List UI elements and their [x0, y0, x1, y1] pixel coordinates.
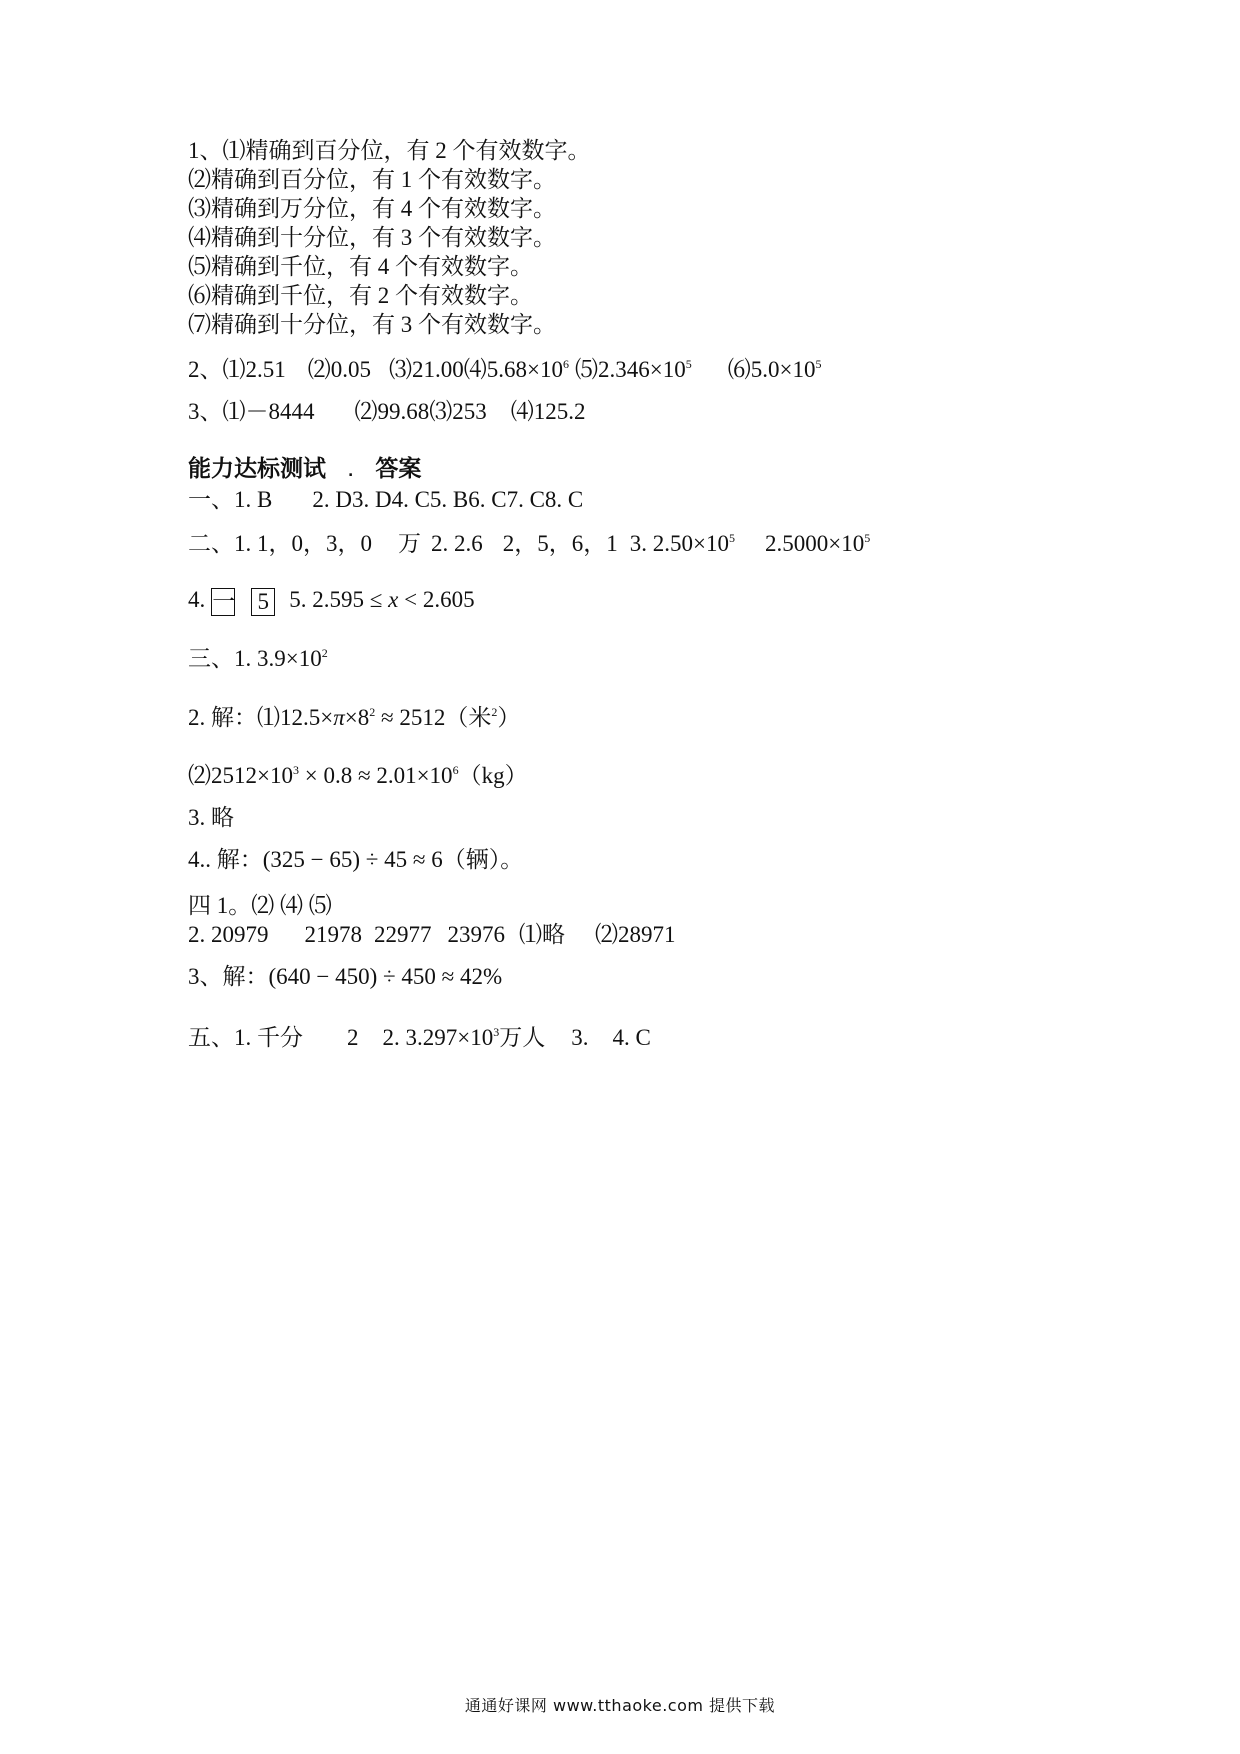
q2-part2: ⑵0.05 — [307, 357, 371, 382]
part-five-e: 4. C — [612, 1025, 651, 1050]
heading-answer: 答案 — [375, 456, 422, 482]
solution-2-1-exponent: 2 — [369, 705, 376, 719]
part-three — [188, 645, 328, 673]
q4-variable-x: x — [388, 587, 399, 612]
part-two-c: 2. 2.6 — [431, 531, 483, 556]
part-four-n5: ⑴略 — [519, 922, 565, 947]
part-three-item1: 三、1. 3.9×10 — [188, 646, 322, 671]
part-five-c-tail: 万人 — [499, 1025, 546, 1050]
answer-line-4: ⑷精确到十分位，有 3 个有效数字。 — [188, 225, 556, 250]
solution-2-1-unit-exponent: 2 — [491, 705, 498, 719]
q2-part5-exponent: 5 — [685, 357, 692, 371]
item-3: 3. 略 — [188, 805, 234, 830]
solution-2-2-b: × 0.8 ≈ 2.01×10 — [298, 763, 453, 788]
part-four-n4: 23976 — [447, 922, 505, 947]
part-one-item1: 一、1. B — [188, 487, 273, 512]
solution-2-1 — [188, 704, 520, 732]
part-two — [188, 530, 870, 558]
solution-2-2-exponent-2: 6 — [452, 763, 459, 777]
q3-part3: ⑶253 — [429, 399, 487, 424]
part-two-e-exponent: 5 — [728, 531, 735, 545]
q2-part3: ⑶21.00 — [389, 357, 464, 382]
part-five-d: 3. — [571, 1025, 589, 1050]
part-two-a: 二、1. 1，0，3，0 — [188, 531, 372, 556]
part-five-a: 五、1. 千分 — [188, 1025, 303, 1050]
solution-2-1-a: 2. 解：⑴12.5× — [188, 705, 334, 730]
answer-line-2: ⑵精确到百分位，有 1 个有效数字。 — [188, 167, 556, 192]
q2-part5: ⑸2.346×10 — [574, 357, 686, 382]
answer-line-1: 1、⑴精确到百分位，有 2 个有效数字。 — [188, 138, 591, 163]
q2-part6-exponent: 5 — [815, 357, 822, 371]
solution-2-1-b: ×8 — [344, 705, 370, 730]
part-four-n3: 22977 — [374, 922, 432, 947]
q4-inequality-left: 5. 2.595 ≤ — [289, 587, 389, 612]
q3-part4: ⑷125.2 — [510, 399, 586, 424]
q4-box-five: 5 — [251, 588, 275, 616]
part-four-line1: 四 1。⑵ ⑷ ⑸ — [188, 893, 332, 918]
item-3b: 3、解：(640 − 450) ÷ 450 ≈ 42% — [188, 964, 503, 989]
solution-2-2-a: ⑵2512×10 — [188, 763, 293, 788]
part-four-n2: 21978 — [304, 922, 362, 947]
part-three-exponent: 2 — [321, 646, 328, 660]
answer-q3 — [188, 398, 586, 426]
part-four-line2 — [188, 921, 676, 949]
answer-line-7: ⑺精确到十分位，有 3 个有效数字。 — [188, 312, 556, 337]
answer-line-3: ⑶精确到万分位，有 4 个有效数字。 — [188, 196, 556, 221]
part-two-f: 2.5000×10 — [764, 531, 865, 556]
solution-2-1-c: ≈ 2512（米 — [375, 705, 492, 730]
part-one — [188, 486, 583, 514]
heading-dot: . — [348, 464, 354, 480]
q4-label: 4. — [188, 587, 206, 612]
part-one-rest: 2. D3. D4. C5. B6. C7. C8. C — [312, 487, 584, 512]
q2-part1: 2、⑴2.51 — [188, 357, 286, 382]
part-two-q4 — [188, 586, 475, 616]
q3-part1: 3、⑴－8444 — [188, 399, 315, 424]
q3-part2: ⑵99.68 — [354, 399, 430, 424]
part-five-c-exponent: 3 — [493, 1025, 500, 1039]
q2-part6: ⑹5.0×10 — [727, 357, 816, 382]
pi-symbol: π — [333, 705, 345, 730]
solution-2-2-exponent-1: 3 — [292, 763, 299, 777]
part-four-n6: ⑵28971 — [595, 922, 676, 947]
q4-inequality-right: < 2.605 — [398, 587, 475, 612]
item-4: 4.. 解：(325 − 65) ÷ 45 ≈ 6（辆）。 — [188, 847, 524, 872]
section-heading — [188, 455, 421, 486]
part-two-b: 万 — [398, 531, 421, 556]
answer-q2 — [188, 356, 821, 384]
footer-source: 通通好课网 www.tthaoke.com 提供下载 — [464, 1696, 776, 1715]
part-two-d: 2，5，6，1 — [502, 531, 618, 556]
part-two-e: 3. 2.50×10 — [629, 531, 729, 556]
answer-line-5: ⑸精确到千位，有 4 个有效数字。 — [188, 254, 533, 279]
part-two-f-exponent: 5 — [864, 531, 871, 545]
solution-2-2-c: （kg） — [458, 763, 528, 788]
heading-title: 能力达标测试 — [188, 456, 326, 482]
part-five-b: 2 — [347, 1025, 359, 1050]
solution-2-2 — [188, 762, 528, 790]
q2-part4: ⑷5.68×10 — [463, 357, 563, 382]
part-four-n1: 2. 20979 — [188, 922, 269, 947]
q4-box-one: 一 — [212, 588, 236, 614]
part-five — [188, 1024, 651, 1052]
q2-part4-exponent: 6 — [562, 357, 569, 371]
solution-2-1-d: ） — [497, 705, 521, 730]
answer-line-6: ⑹精确到千位，有 2 个有效数字。 — [188, 283, 533, 308]
part-five-c: 2. 3.297×10 — [382, 1025, 494, 1050]
